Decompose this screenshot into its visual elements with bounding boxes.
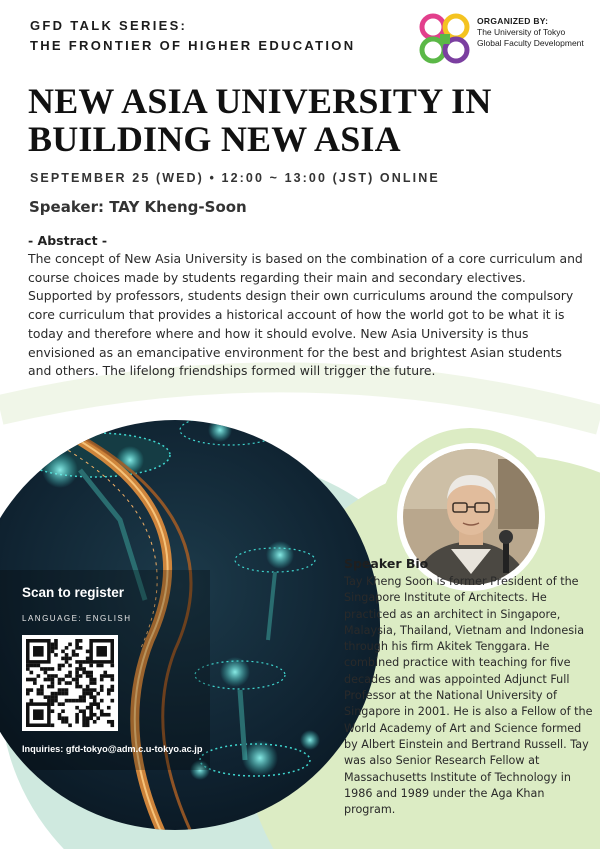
bio-text: Tay Kheng Soon is former President of the Singapore Institute of Architects. He practiced as an architect in Singapore, Malaysia, Thailand, Vietnam and Indonesia through his firm Akitek Tenggara. He combined practice with teaching for five decades and was appointed Adjunct Full Professor at the National University of Singapore in 2001. He is also a Fellow of the World Academy of Art and Science formed by Albert Einstein and Bertrand Russell. Tay was also Senior Research Fellow at Massachusetts Institute of Technology in 1986 and 1989 under the Aga Khan program. [344, 575, 593, 817]
series-line-2: THE FRONTIER OF HIGHER EDUCATION [30, 38, 356, 53]
organizer-label: ORGANIZED BY: [477, 16, 549, 26]
organizer-line-1: The University of Tokyo [477, 27, 566, 37]
qr-code-graphic [22, 635, 118, 731]
organizer-line-2: Global Faculty Development [477, 37, 584, 48]
organizer-block [418, 12, 598, 68]
inquiries-email[interactable]: Inquiries: gfd-tokyo@adm.c.u-tokyo.ac.jp [22, 744, 203, 754]
event-datetime: SEPTEMBER 25 (WED) • 12:00 ~ 13:00 (JST) ONLINE [30, 171, 440, 185]
abstract-text: The concept of New Asia University is based on the combination of a core curriculum and course choices made by students regarding their main and secondary electives. Supported by professors, students design their own curriculums around the compulsory core curriculum that provides a historical account of how the world got to be what it is today and therefore where and how it should evolve. New Asia University is thus envisioned as an emancipative environment for the best and brightest Asian students and others. The lifelong friendships formed will trigger the future. [28, 251, 583, 379]
bio-heading: Speaker Bio [344, 556, 429, 571]
qr-code-icon[interactable] [22, 635, 118, 731]
title-line-2: BUILDING NEW ASIA [28, 119, 401, 159]
scan-to-register-label: Scan to register [22, 585, 125, 600]
title-line-1: NEW ASIA UNIVERSITY IN [28, 81, 492, 121]
event-title [28, 82, 588, 158]
talk-series-title [30, 16, 355, 56]
abstract-heading: - Abstract - [28, 233, 108, 248]
series-line-1: GFD TALK SERIES: [30, 18, 188, 33]
gfd-logo-icon [418, 12, 474, 68]
language-label: LANGUAGE: ENGLISH [22, 614, 132, 623]
speaker-name: Speaker: TAY Kheng-Soon [29, 198, 247, 216]
